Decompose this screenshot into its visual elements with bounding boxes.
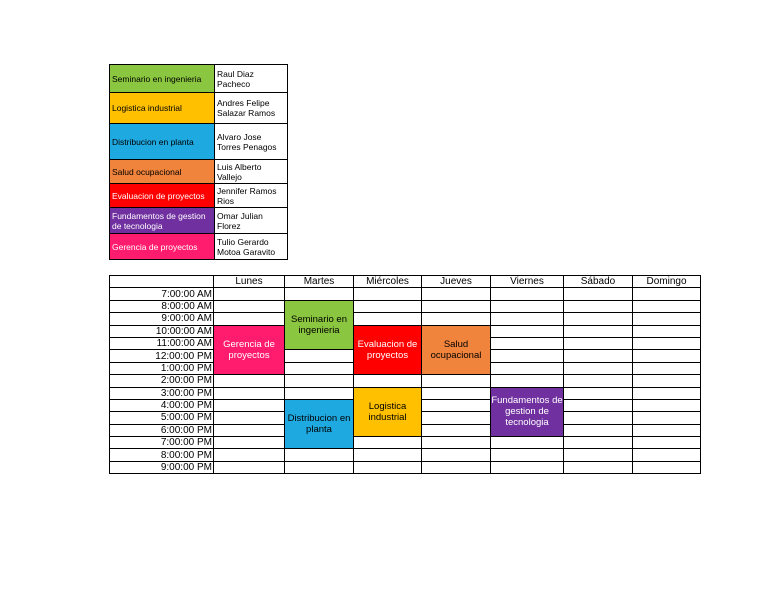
class-block: Salud ocupacional [422,325,491,375]
empty-slot [564,300,633,312]
legend-row [110,184,288,208]
empty-slot [564,424,633,436]
empty-slot [422,300,491,312]
empty-slot [214,313,285,325]
legend-course-name: Gerencia de proyectos [110,234,215,260]
schedule-row [110,325,701,337]
time-label: 12:00:00 PM [110,350,214,362]
empty-slot [422,387,491,399]
empty-slot [564,337,633,349]
empty-slot [285,288,354,300]
empty-slot [633,437,701,449]
empty-slot [564,461,633,473]
legend-course-name: Evaluacion de proyectos [110,184,215,208]
empty-slot [633,449,701,461]
empty-slot [422,375,491,387]
day-header: Jueves [422,276,491,288]
class-block: Gerencia de proyectos [214,325,285,375]
time-label: 6:00:00 PM [110,424,214,436]
time-label: 10:00:00 AM [110,325,214,337]
class-block: Evaluacion de proyectos [354,325,422,375]
empty-slot [564,325,633,337]
empty-slot [564,449,633,461]
empty-slot [354,375,422,387]
time-label: 2:00:00 PM [110,375,214,387]
legend-row [110,124,288,160]
empty-slot [564,288,633,300]
empty-slot [422,424,491,436]
empty-slot [214,449,285,461]
legend-row [110,65,288,93]
empty-slot [285,461,354,473]
empty-slot [491,362,564,374]
empty-slot [491,313,564,325]
empty-slot [491,337,564,349]
empty-slot [422,461,491,473]
empty-slot [354,449,422,461]
time-label: 3:00:00 PM [110,387,214,399]
empty-slot [491,461,564,473]
empty-slot [214,300,285,312]
empty-slot [633,350,701,362]
legend-row [110,160,288,184]
time-label: 7:00:00 AM [110,288,214,300]
empty-slot [491,325,564,337]
legend-body [110,65,288,260]
empty-slot [564,412,633,424]
schedule-row [110,461,701,473]
legend-professor-name: Omar Julian Florez [215,208,288,234]
day-header: Lunes [214,276,285,288]
day-header: Martes [285,276,354,288]
empty-slot [214,387,285,399]
empty-slot [633,412,701,424]
class-block: Distribucion en planta [285,399,354,449]
empty-slot [491,288,564,300]
course-legend-table [109,64,288,260]
empty-slot [633,461,701,473]
legend-professor-name: Raul Diaz Pacheco [215,65,288,93]
legend-course-name: Fundamentos de gestion de tecnologia [110,208,215,234]
empty-slot [564,375,633,387]
empty-slot [491,449,564,461]
time-label: 9:00:00 PM [110,461,214,473]
legend-course-name: Logistica industrial [110,93,215,124]
empty-slot [491,300,564,312]
time-label: 11:00:00 AM [110,337,214,349]
empty-slot [214,412,285,424]
day-header: Miércoles [354,276,422,288]
empty-slot [214,399,285,411]
schedule-body [110,288,701,474]
empty-slot [564,313,633,325]
class-block: Seminario en ingenieria [285,300,354,350]
time-label: 8:00:00 PM [110,449,214,461]
legend-professor-name: Andres Felipe Salazar Ramos [215,93,288,124]
legend-professor-name: Luis Alberto Vallejo [215,160,288,184]
time-label: 5:00:00 PM [110,412,214,424]
empty-slot [214,437,285,449]
empty-slot [285,362,354,374]
schedule-row [110,313,701,325]
schedule-row [110,387,701,399]
empty-slot [422,412,491,424]
legend-course-name: Distribucion en planta [110,124,215,160]
empty-slot [633,387,701,399]
legend-course-name: Seminario en ingenieria [110,65,215,93]
empty-slot [564,362,633,374]
empty-slot [214,288,285,300]
empty-slot [633,288,701,300]
schedule-header-row [110,276,701,288]
empty-slot [214,424,285,436]
empty-slot [564,399,633,411]
schedule-row [110,449,701,461]
day-header: Sábado [564,276,633,288]
empty-slot [285,350,354,362]
empty-slot [285,449,354,461]
empty-slot [285,387,354,399]
legend-professor-name: Jennifer Ramos Rios [215,184,288,208]
legend-row [110,234,288,260]
weekly-schedule-table [109,275,701,474]
empty-slot [422,437,491,449]
legend-row [110,208,288,234]
empty-slot [354,300,422,312]
empty-slot [422,313,491,325]
empty-slot [633,313,701,325]
empty-slot [564,437,633,449]
time-column-header [110,276,214,288]
day-header: Domingo [633,276,701,288]
legend-professor-name: Alvaro Jose Torres Penagos [215,124,288,160]
time-label: 8:00:00 AM [110,300,214,312]
empty-slot [354,288,422,300]
legend-course-name: Salud ocupacional [110,160,215,184]
empty-slot [354,313,422,325]
empty-slot [633,424,701,436]
class-block: Fundamentos de gestion de tecnologia [491,387,564,437]
empty-slot [491,375,564,387]
schedule-row [110,375,701,387]
time-label: 9:00:00 AM [110,313,214,325]
empty-slot [633,399,701,411]
legend-professor-name: Tulio Gerardo Motoa Garavito [215,234,288,260]
empty-slot [633,325,701,337]
day-header: Viernes [491,276,564,288]
empty-slot [633,300,701,312]
time-label: 4:00:00 PM [110,399,214,411]
empty-slot [422,399,491,411]
class-block: Logistica industrial [354,387,422,437]
empty-slot [354,437,422,449]
empty-slot [422,449,491,461]
time-label: 7:00:00 PM [110,437,214,449]
schedule-row [110,288,701,300]
empty-slot [422,288,491,300]
empty-slot [214,461,285,473]
empty-slot [564,387,633,399]
empty-slot [491,437,564,449]
empty-slot [214,375,285,387]
legend-row [110,93,288,124]
empty-slot [633,375,701,387]
empty-slot [564,350,633,362]
empty-slot [633,337,701,349]
empty-slot [491,350,564,362]
empty-slot [354,461,422,473]
time-label: 1:00:00 PM [110,362,214,374]
empty-slot [633,362,701,374]
empty-slot [285,375,354,387]
schedule-row [110,300,701,312]
schedule-row [110,437,701,449]
